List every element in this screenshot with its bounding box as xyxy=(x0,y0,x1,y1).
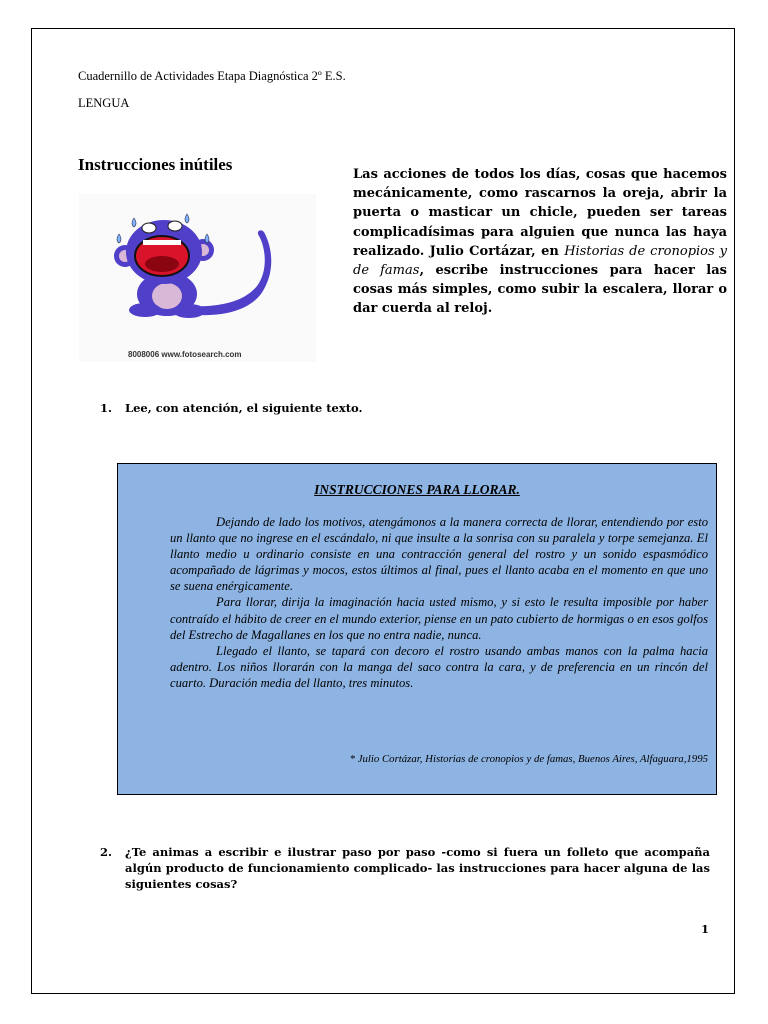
question-1 xyxy=(100,400,500,416)
crying-monkey-icon xyxy=(79,194,316,362)
page-title: Instrucciones inútiles xyxy=(78,155,233,174)
reading-paragraph: Dejando de lado los motivos, atengámonos a la manera correcta de llorar, entendiendo por esto un llanto que no ingrese en el escándalo, ni que insulte a la sonrisa con su paralela y torpe semejanza. El llanto medio u ordinario consiste en una contracción general del rostro y un sonido espasmódico acompañado de lágrimas y mocos, estos últimos al final, pues el llanto acaba en el momento en que uno se suena enérgicamente. xyxy=(170,515,708,594)
reading-paragraph: Para llorar, dirija la imaginación hacia usted mismo, y si esto le resulta imposible por haber contraído el hábito de creer en el mundo exterior, piense en un pato cubierto de hormigas o en esos golfos del Estrecho de Magallanes en los que no entra nadie, nunca. xyxy=(170,595,708,642)
reading-paragraph: Llegado el llanto, se tapará con decoro el rostro usando ambas manos con la palma hacia adentro. Los niños llorarán con la manga del saco contra la cara, y de preferencia en un rincón del cuarto. Duración media del llanto, tres minutos. xyxy=(170,643,708,690)
reading-body xyxy=(170,514,708,691)
reading-box xyxy=(117,463,717,795)
question-text: Lee, con atención, el siguiente texto. xyxy=(125,401,363,415)
intro-text-1: Las acciones de todos los días, cosas que hacemos mecánicamente, como rascarnos la oreja, abrir la puerta o masticar un chicle, pueden ser tareas complicadísimas para alguien que nunca las haya realizado. Julio Cortázar, en xyxy=(353,167,727,259)
intro-text-2: , escribe instrucciones para hacer las cosas más simples, como subir la escalera, llorar o dar cuerda al reloj. xyxy=(353,263,727,317)
document-header: Cuadernillo de Actividades Etapa Diagnóstica 2º E.S. xyxy=(78,69,346,83)
question-text: ¿Te animas a escribir e ilustrar paso por paso -como si fuera un folleto que acompaña algún producto de funcionamiento complicado- las instrucciones para hacer alguna de las siguientes cosas? xyxy=(125,845,710,891)
reading-title: INSTRUCCIONES PARA LLORAR. xyxy=(314,482,520,497)
question-2 xyxy=(100,844,710,892)
book-title: Historias de cronopios y de famas xyxy=(353,243,727,279)
question-number: 2. xyxy=(100,845,113,859)
question-number: 1. xyxy=(100,401,113,415)
image-caption: 8008006 www.fotosearch.com xyxy=(128,350,242,359)
reading-source: * Julio Cortázar, Historias de cronopios y de famas, Buenos Aires, Alfaguara,1995 xyxy=(349,753,708,765)
page-number: 1 xyxy=(701,922,710,936)
crying-monkey-image xyxy=(79,194,316,362)
intro-paragraph xyxy=(353,165,727,319)
subject-label: LENGUA xyxy=(78,96,130,110)
